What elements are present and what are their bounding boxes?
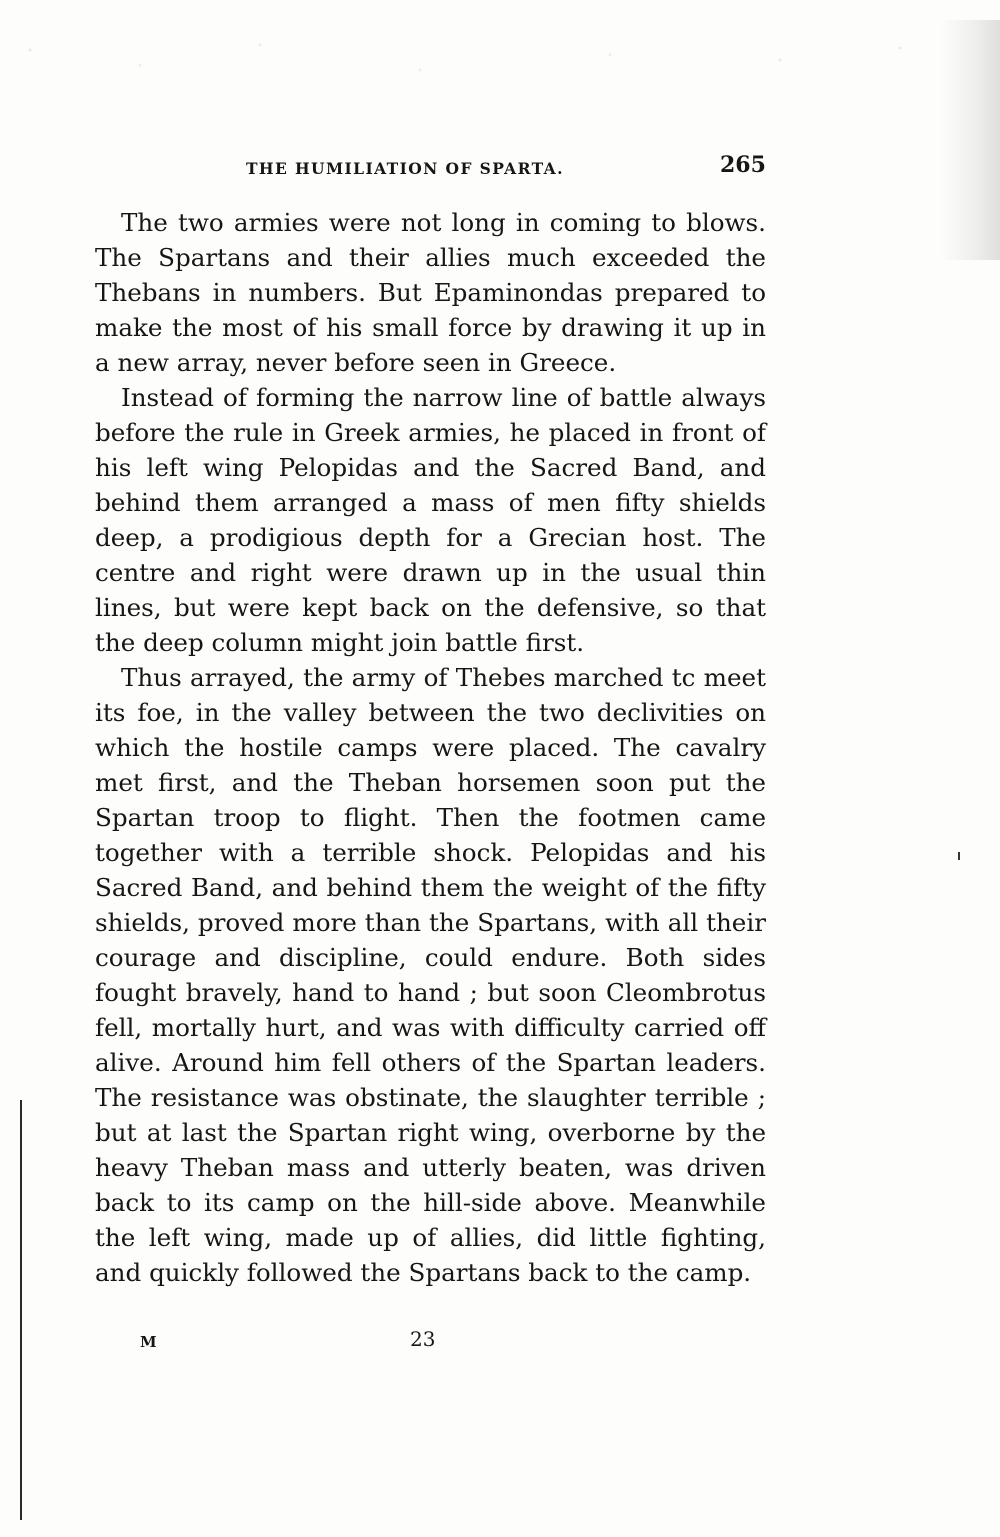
scan-noise-top: [0, 30, 1000, 100]
paragraph-1: The two armies were not long in coming to blows. The Spartans and their allies much exceeded the Thebans in numbers. But Epaminondas prepared to make the most of his small force by drawing it up in a new array, never before seen in Greece.: [95, 208, 766, 377]
paragraph-3: Thus arrayed, the army of Thebes marched tc meet its foe, in the valley between the two declivities on which the hostile camps were placed. The cavalry met first, and the Theban horsemen soon put the Spartan troop to flight. Then the footmen came together with a terrible shock. Pelopidas and his Sacred Band, and behind them the weight of the fifty shields, proved more than the Spartans, with all their courage and discipline, could endure. Both sides fought bravely, hand to hand ; but soon Cleombrotus fell, mortally hurt, and was with difficulty carried off alive. Around him fell others of the Spartan leaders. The resistance was obstinate, the slaughter terrible ; but at last the Spartan right wing, overborne by the heavy Theban mass and utterly beaten, was driven back to its camp on the hill-side above. Meanwhile the left wing, made up of allies, did little fighting, and quickly followed the Spartans back to the camp.: [95, 663, 766, 1287]
scan-shadow-right: [940, 20, 1000, 260]
binding-edge-line: [20, 1100, 22, 1520]
paragraph-2: Instead of forming the narrow line of battle always before the rule in Greek armies, he placed in front of his left wing Pelopidas and the Sacred Band, and behind them arranged a mass of men fifty shields deep, a prodigious depth for a Grecian host. The centre and right were drawn up in the usual thin lines, but were kept back on the defensive, so that the deep column might join battle first.: [95, 383, 766, 657]
signature-mark: M: [140, 1333, 157, 1351]
page-number: 265: [720, 152, 766, 178]
running-head: THE HUMILIATION OF SPARTA.: [246, 159, 564, 178]
stray-ink-mark: [958, 852, 960, 860]
signature-number: 23: [410, 1327, 436, 1351]
body-text: [95, 205, 766, 1290]
